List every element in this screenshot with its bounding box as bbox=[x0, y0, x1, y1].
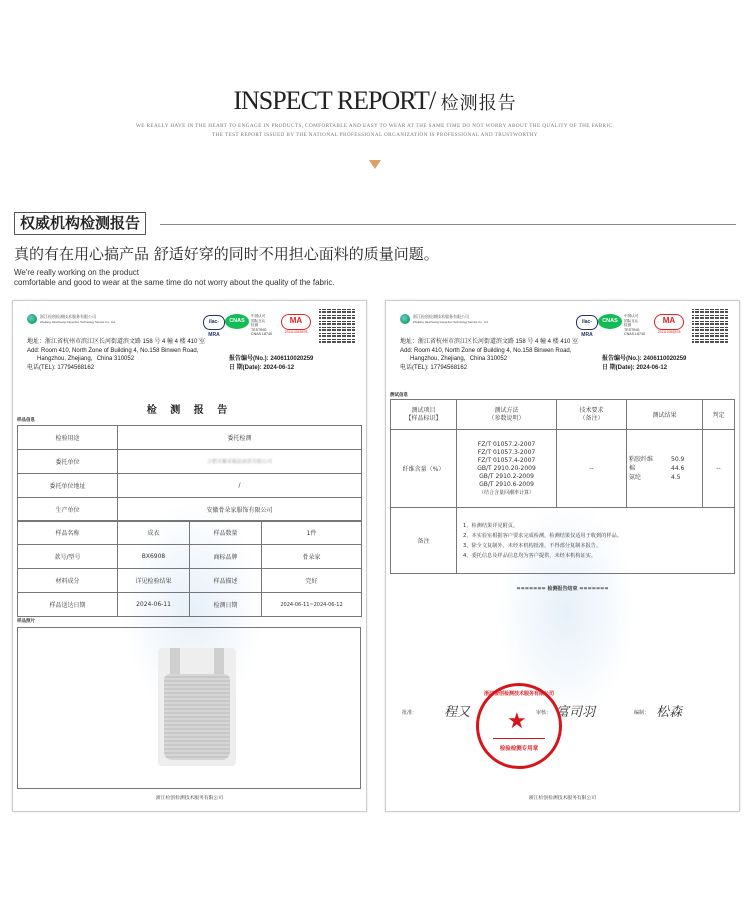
seal-divider bbox=[493, 738, 545, 739]
slogan-en bbox=[14, 268, 335, 288]
address-block: 地址：浙江省杭州市滨江区长河街道滨文路 158 号 4 幢 4 楼 410 室 Add: Room 410, North Zone of Building 4, No.158 Binwen Road, Hangzhou, Zhejiang，China 310052 电话(TEL): 17794568162 bbox=[27, 339, 206, 371]
photo-label: 样品照片 bbox=[17, 618, 35, 623]
report-meta: 报告编号(No.): 2406110020259 日 期(Date): 2024-06-12 bbox=[602, 356, 687, 371]
footer-org: 浙江检创检测技术服务有限公司 bbox=[155, 796, 224, 801]
page-title bbox=[0, 86, 750, 116]
approve-label: 批准： bbox=[402, 710, 418, 716]
seal-top-text: 浙江检创检测技术服务有限公司 bbox=[483, 691, 554, 697]
report-page-2 bbox=[385, 300, 740, 812]
review-label: 审核： bbox=[536, 710, 552, 716]
address-block: 地址：浙江省杭州市滨江区长河街道滨文路 158 号 4 幢 4 楼 410 室 Add: Room 410, North Zone of Building 4, No.158 Binwen Road, Hangzhou, Zhejiang，China 310052 电话(TEL): 17794568162 bbox=[400, 339, 579, 371]
cnas-badge-icon: CNAS bbox=[598, 314, 622, 329]
table-header-row: 测试项目 【样品标识】 测试方法 （参数说明） 技术要求 （备注） 测试结果 判定 bbox=[391, 400, 735, 430]
chevron-down-icon bbox=[369, 160, 381, 169]
table-row: 材料成分 详见检验结果 样品描述 完好 bbox=[18, 569, 362, 593]
org-logo-icon bbox=[400, 314, 410, 324]
org-name: 浙江检创检测技术服务有限公司 Zhejiang Jianchuang Inspection Technology Service Co., Ltd. bbox=[40, 314, 116, 324]
org-name: 浙江检创检测技术服务有限公司 Zhejiang Jianchuang Inspection Technology Service Co., Ltd. bbox=[413, 314, 489, 324]
sample-photo bbox=[158, 648, 236, 766]
slogan-en-line-1: We're really working on the product bbox=[14, 268, 139, 277]
table-row: 生产单位 安徽骨朵家服饰有限公司 bbox=[18, 498, 362, 522]
prepare-label: 编制： bbox=[634, 710, 650, 716]
ma-badge-icon: MA bbox=[281, 314, 311, 330]
cnas-text: 中国认可 国际互认 检测 TESTING CNAS L8740 bbox=[251, 314, 272, 336]
table-row: 委托单位地址 / bbox=[18, 474, 362, 498]
report-end: ======= 检测报告结束 ======= bbox=[516, 586, 609, 592]
garment-image bbox=[164, 674, 230, 760]
ilac-badge-icon: ilac-MRA bbox=[203, 315, 225, 330]
table-row: 委托单位 合肥市繁荣服装商贸有限公司 bbox=[18, 450, 362, 474]
slogan-cn: 真的有在用心搞产品 舒适好穿的同时不用担心面料的质量问题。 bbox=[14, 245, 439, 263]
star-icon: ★ bbox=[507, 708, 527, 733]
ma-badge-icon: MA bbox=[654, 314, 684, 330]
sample-photo-frame bbox=[17, 627, 361, 789]
slogan-en-line-2: comfortable and good to wear at the same time do not worry about the quality of the fabric. bbox=[14, 278, 335, 287]
sample-info-label: 样品信息 bbox=[17, 417, 35, 422]
divider bbox=[160, 224, 736, 225]
table-row: 检验用途 委托检测 bbox=[18, 426, 362, 450]
report-meta: 报告编号(No.): 2406110020259 日 期(Date): 2024-06-12 bbox=[229, 356, 314, 371]
qr-code-icon bbox=[319, 307, 355, 343]
signature-approver: 程又 bbox=[444, 705, 471, 720]
sample-info-table bbox=[17, 425, 362, 522]
ilac-badge-icon: ilac-MRA bbox=[576, 315, 598, 330]
qr-code-icon bbox=[692, 307, 728, 343]
table-row: 款号/型号 BX6908 商标品牌 骨朵家 bbox=[18, 545, 362, 569]
table-row: 备注 1、检测结果详见附页。 2、本实验室根据客户要求完成检测，检测结果仅适用于收到的样品。 3、除全文复制外，未经本机构批准，不得部分复制本报告。 4、委托信息及样品信息均为客户提供，未经本机构证实。 bbox=[391, 508, 735, 574]
seal-bottom-text: 检验检测专用章 bbox=[499, 746, 539, 752]
cnas-badge-icon: CNAS bbox=[225, 314, 249, 329]
table-row: 纤维含量（%） FZ/T 01057.2-2007 FZ/T 01057.3-2007 FZ/T 01057.4-2007 GB/T 2910.20-2009 GB/T 2910.2-2009 GB/T 2910.6-2009 （结合含量回潮率计算） -- 粘胶纤维 50.9 棉 44.6 氨纶 4.5 -- bbox=[391, 430, 735, 508]
report-page-1 bbox=[12, 300, 367, 812]
ma-number: 231110345578 bbox=[657, 330, 681, 334]
results-label: 测试信息 bbox=[390, 392, 408, 397]
org-logo-icon bbox=[27, 314, 37, 324]
title-en: INSPECT REPORT/ bbox=[233, 86, 436, 115]
subtitle-line-2: THE TEST REPORT ISSUED BY THE NATIONAL PROFESSIONAL ORGANIZATION IS PROFESSIONAL AND TRUSTWORTHY bbox=[212, 132, 538, 138]
table-row: 样品送达日期 2024-06-11 检测日期 2024-06-11~2024-06-12 bbox=[18, 593, 362, 617]
section-tag: 权威机构检测报告 bbox=[14, 212, 146, 235]
footer-org: 浙江检创检测技术服务有限公司 bbox=[528, 796, 597, 801]
official-seal bbox=[476, 683, 562, 769]
sample-grid-table bbox=[17, 520, 362, 617]
signature-preparer: 松森 bbox=[656, 705, 683, 720]
table-row: 样品名称 成衣 样品数量 1件 bbox=[18, 521, 362, 545]
signature-reviewer: 富司羽 bbox=[556, 705, 596, 720]
doc-title: 检 测 报 告 bbox=[146, 405, 233, 416]
title-cn: 检测报告 bbox=[440, 93, 517, 114]
subtitle-line-1: WE REALLY HAVE IN THE HEART TO ENGAGE IN PRODUCTS, COMFORTABLE AND EASY TO WEAR AT THE SAME TIME DO NOT WORRY ABOUT THE QUALITY OF THE FABRIC. bbox=[135, 123, 615, 129]
cnas-text: 中国认可 国际互认 检测 TESTING CNAS L8740 bbox=[624, 314, 645, 336]
results-table bbox=[390, 399, 735, 574]
ma-number: 231110345578 bbox=[284, 330, 308, 334]
